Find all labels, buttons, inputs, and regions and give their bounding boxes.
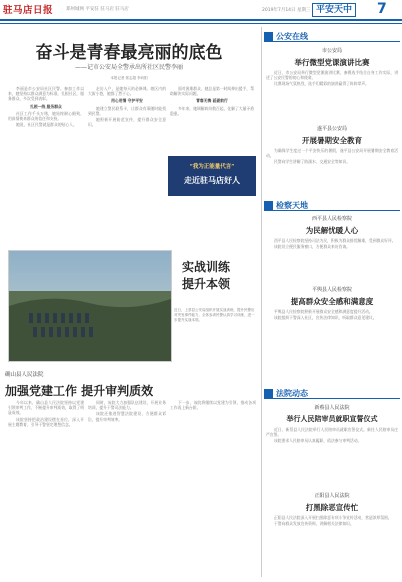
column-subhead: 用心用情 守护平安 — [111, 98, 143, 104]
paragraph: 她积极开展防范宣传，提升群众安全意识。 — [88, 117, 166, 128]
paragraph: 比赛现场气氛热烈，选手们精彩的演讲赢得了阵阵掌声。 — [274, 81, 369, 87]
paragraph: 西平县人民检察院坚持司法为民，积极为群众排忧解难，受到群众好评。 — [274, 238, 396, 243]
article-body — [266, 148, 398, 193]
paragraph: 正阳县人民法院深入开展扫黑除恶专项斗争宣传活动，营造浓厚氛围。 — [274, 515, 392, 520]
article-title: 提高群众安全感和满意度 — [290, 297, 374, 306]
article-body — [266, 70, 398, 120]
section-title: 检察天地 — [276, 200, 308, 210]
masthead-info: 郑州城网 平安驻 驻马店 驻马店 — [66, 7, 129, 12]
paragraph: 该院要求人民陪审员认真履职，依法参与审判活动。 — [274, 438, 362, 444]
section-title: 公安在线 — [276, 31, 308, 41]
court-article-column-3 — [170, 400, 256, 578]
paragraph: 社区工作千头万绪，她始终耐心细致，用真情换来群众的信任和支持。 — [8, 110, 84, 122]
paragraph: 走访入户，是她每天的必修课。辖区内的大街小巷，她都了然于心。 — [88, 86, 166, 97]
paragraph: 干警向群众发放宣传资料，讲解相关法律知识。 — [274, 521, 354, 527]
masthead — [0, 0, 402, 19]
column-subhead: 扎根一线 服务群众 — [30, 103, 62, 109]
paragraph: 同时，该院大力加强队伍建设，开展业务培训，提升干警司法能力。 — [88, 400, 166, 411]
article-title: 举行微型党课演讲比赛 — [294, 58, 370, 67]
banner-title: 走近驻马店好人 — [184, 175, 240, 185]
court-article-column-1 — [8, 400, 84, 578]
article-kicker: 正阳县人民法院 — [314, 493, 350, 499]
article-kicker: 平舆县人民检察院 — [311, 287, 352, 293]
article-body — [266, 309, 398, 384]
paragraph: 面对困难群众，她总是第一时间伸出援手，帮助解决实际问题。 — [170, 86, 254, 97]
court-article-column-2 — [88, 400, 166, 578]
training-photo — [8, 250, 172, 362]
section-header-procuratorate — [264, 200, 400, 211]
section-title: 法院动态 — [276, 388, 308, 398]
article-title: 开展暑期安全教育 — [302, 136, 362, 145]
article-kicker: 遂平县公安局 — [316, 126, 347, 132]
paragraph: 多年来，她调解纠纷数百起，化解了大量矛盾隐患。 — [170, 105, 254, 116]
article-body — [266, 427, 398, 487]
article-kicker: 市公安局 — [321, 48, 342, 54]
good-people-banner — [168, 156, 256, 196]
newspaper-logo: 驻马店日报 — [3, 5, 54, 16]
paragraph: 今年以来，确山县人民法院坚持以党建引领审判工作，不断提升审判质效，取得了明显成效。 — [8, 400, 84, 416]
section-rule — [264, 41, 400, 42]
banner-subtitle: “我为正能量代言” — [189, 164, 235, 170]
section-rule — [264, 398, 400, 399]
main-byline: 本报记者 郭志超 李向阳 — [110, 76, 148, 80]
paragraph: 近日，市公安局举行微型党课演讲比赛，参赛选手结合自身工作实际，讲述了公安民警的初心和使命。 — [266, 70, 398, 81]
article-body — [266, 515, 398, 577]
court-article-kicker: 确山县人民法院 — [5, 372, 44, 378]
article-column-1 — [8, 86, 84, 246]
training-caption-title-2: 提升本领 — [182, 277, 231, 291]
masthead-rule — [0, 19, 402, 21]
training-caption-box — [170, 250, 258, 360]
section-marker-icon — [264, 201, 273, 210]
training-caption-text: 近日，上蔡县公安局组织开展实战训练，提升民警应对突发事件能力，全体参训民警认真学习训练，进一步提升实战本领。 — [174, 308, 255, 322]
article-body — [266, 238, 398, 283]
section-marker-icon — [264, 389, 273, 398]
paragraph: 下一步，该院将继续以党建为引领，推动各项工作再上新台阶。 — [170, 400, 256, 411]
training-caption-title-1: 实战训练 — [182, 260, 231, 274]
masthead-section: 平安天中 — [312, 3, 356, 17]
masthead-date: 2019年7月14日 星期三 — [262, 8, 311, 13]
article-title: 为民解忧暖人心 — [305, 226, 359, 235]
paragraph: 近日，新蔡县人民法院举行人民陪审员就职宣誓仪式。新任人民陪审员庄严宣誓。 — [266, 427, 398, 438]
paragraph: 她说，社区民警就是群众的贴心人。 — [16, 122, 77, 128]
paragraph: 该院组织干警深入社区，宣传法律知识，听取群众意见建议。 — [274, 315, 377, 321]
masthead-rule-thin — [0, 23, 402, 24]
paragraph: 该院还推进智慧法院建设，方便群众诉讼，提升审判效率。 — [88, 411, 166, 422]
page-number: 7 — [377, 1, 387, 17]
column-divider — [261, 27, 262, 577]
paragraph: 平舆县人民检察院积极开展群众安全感和满意度提升活动。 — [274, 309, 373, 314]
column-subhead: 青春无悔 砥砺前行 — [196, 98, 228, 104]
main-headline: 奋斗是青春最亮丽的底色 — [35, 43, 223, 63]
section-header-court — [264, 388, 400, 399]
training-photo-illustration — [9, 251, 171, 361]
paragraph: 该院坚持把政治建设摆在首位，深入开展主题教育，引导干警坚定理想信念。 — [8, 416, 84, 427]
section-rule — [264, 210, 400, 211]
article-kicker: 西平县人民检察院 — [311, 216, 352, 222]
article-title: 打黑除恶宣传忙 — [305, 503, 359, 512]
paragraph: 为确保学生度过一个平安快乐的暑假，遂平县公安局开展暑期安全教育活动。 — [266, 148, 398, 159]
court-article-title: 加强党建工作 提升审判质效 — [5, 384, 154, 398]
section-marker-icon — [264, 32, 273, 41]
article-title: 举行人民陪审员就职宣誓仪式 — [286, 414, 378, 423]
section-header-police — [264, 31, 400, 42]
paragraph: 她建立警民联系卡，让群众有事随时能找到民警。 — [88, 105, 166, 116]
paragraph: 李丽是市公安局社区民警。参加工作以来，她坚持以群众满意为标准，扎根社区，服务群众，多次受到表彰。 — [8, 86, 84, 102]
paragraph: 民警向学生讲解了防溺水、交通安全等知识。 — [274, 159, 350, 165]
paragraph: 该院设立便民服务窗口，方便群众来访咨询。 — [274, 244, 350, 250]
article-kicker: 新蔡县人民法院 — [314, 405, 350, 411]
main-subhead: ——记市公安局全警承出所社区民警李丽 — [74, 64, 183, 71]
